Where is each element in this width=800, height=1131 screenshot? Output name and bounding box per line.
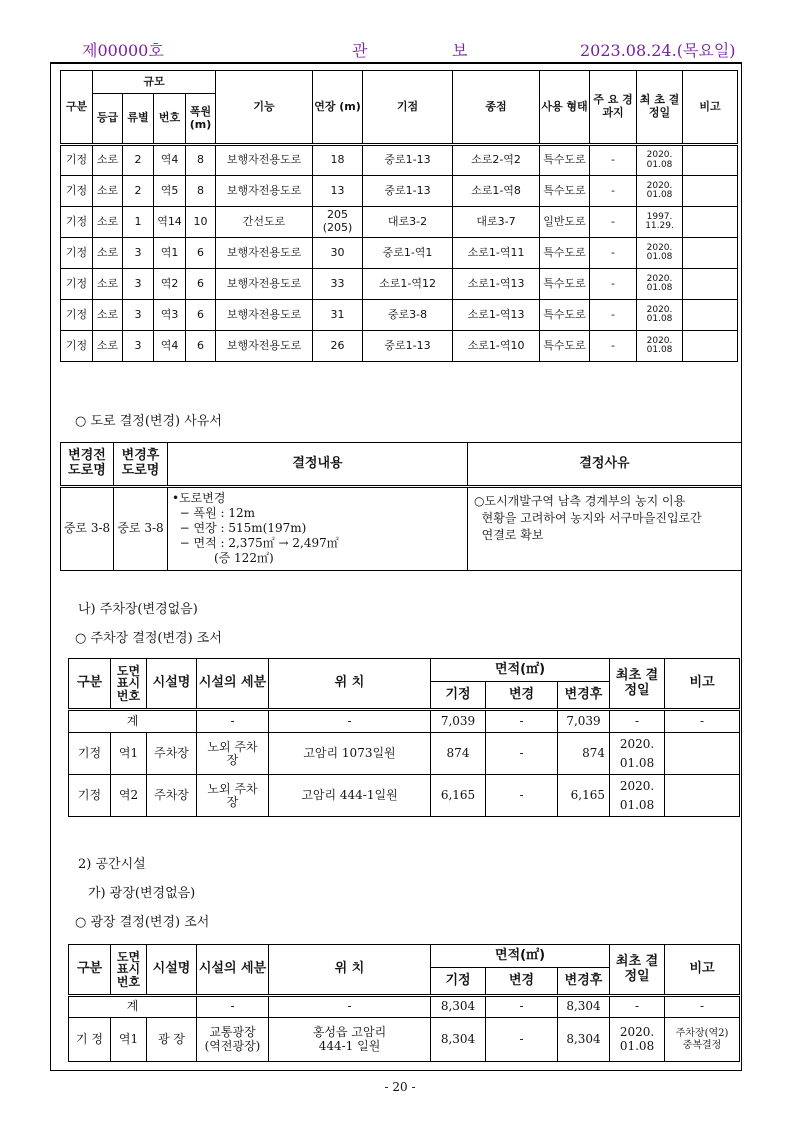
- road-row: [61, 300, 738, 331]
- total-detail: -: [197, 710, 269, 733]
- first-date-year: 2020.: [646, 335, 673, 346]
- road-cell-first-date: [637, 207, 683, 238]
- p-col-gubun: 구분: [69, 659, 111, 710]
- first-date-day: 01.08: [646, 314, 673, 324]
- road-cell-type: 1: [123, 207, 154, 238]
- parking-note: [665, 775, 740, 817]
- parking-change: -: [486, 733, 558, 775]
- parking-first-year: 2020.: [619, 778, 655, 793]
- first-date-year: 2020.: [646, 242, 673, 253]
- col-end: 종점: [453, 71, 540, 145]
- col-note: 비고: [683, 71, 738, 145]
- col-after: 변경후 도로명: [114, 443, 168, 487]
- col-start: 기점: [363, 71, 453, 145]
- col-gubun: 구분: [61, 71, 93, 145]
- p-col-loc: 위 치: [269, 659, 431, 710]
- road-cell-note: [683, 176, 738, 207]
- road-cell-via: -: [590, 269, 637, 300]
- road-cell-width: 8: [186, 145, 216, 176]
- road-cell-function: 보행자전용도로: [216, 331, 313, 362]
- road-cell-gubun: 기정: [61, 300, 93, 331]
- length-value: 18: [330, 153, 345, 167]
- content-line: − 연장 : 515m(197m): [172, 521, 307, 535]
- road-cell-width: 10: [186, 207, 216, 238]
- p-col-map: 도면 표시 번호: [111, 659, 147, 710]
- road-cell-number: 역14: [154, 207, 186, 238]
- total-first: -: [610, 710, 665, 733]
- road-table: [60, 70, 738, 362]
- p-col-area: 면적(㎡): [431, 659, 610, 682]
- total-after: 7,039: [558, 710, 610, 733]
- road-cell-first-date: [637, 238, 683, 269]
- col-function: 기능: [216, 71, 313, 145]
- road-cell-end: 소로1-역8: [453, 176, 540, 207]
- road-cell-grade: 소로: [93, 176, 123, 207]
- road-cell-usage: 특수도로: [540, 269, 590, 300]
- road-row: [61, 145, 738, 176]
- q-col-after: 변경후: [558, 968, 610, 996]
- road-cell-type: 2: [123, 176, 154, 207]
- road-cell-number: 역3: [154, 300, 186, 331]
- col-before: 변경전 도로명: [61, 443, 114, 487]
- parking-map: 역2: [111, 775, 147, 817]
- parking-note: [665, 733, 740, 775]
- parking-first: [610, 775, 665, 817]
- parking-total-row: [69, 710, 740, 733]
- road-cell-start: 대로3-2: [363, 207, 453, 238]
- length-value: 30: [330, 245, 345, 259]
- road-cell-grade: 소로: [93, 207, 123, 238]
- plaza-loc: [269, 1018, 431, 1062]
- col-usage: 사용 형태: [540, 71, 590, 145]
- plaza-after: 8,304: [558, 1018, 610, 1062]
- col-length: 연장 (m): [313, 71, 363, 145]
- first-date-year: 2020.: [646, 273, 673, 284]
- road-cell-end: 소로1-역11: [453, 238, 540, 269]
- parking-gubun: 기정: [69, 733, 111, 775]
- road-cell-type: 3: [123, 300, 154, 331]
- road-cell-gubun: 기정: [61, 331, 93, 362]
- content-line: − 폭원 : 12m: [172, 506, 256, 520]
- road-cell-via: -: [590, 176, 637, 207]
- road-cell-grade: 소로: [93, 300, 123, 331]
- parking-after: 6,165: [558, 775, 610, 817]
- road-cell-length: [313, 238, 363, 269]
- parking-row: [69, 733, 740, 775]
- reason-line: 현황을 고려하여 농지와 서구마을진입로간: [474, 511, 702, 525]
- content-line: •도로변경: [172, 491, 226, 505]
- road-cell-function: 보행자전용도로: [216, 145, 313, 176]
- col-type: 류별: [123, 94, 154, 145]
- content-line: (증 122㎡): [172, 551, 274, 565]
- content-line: − 면적 : 2,375㎡ → 2,497㎡: [172, 536, 339, 550]
- parking-after: 874: [558, 733, 610, 775]
- road-cell-length: [313, 331, 363, 362]
- plaza-existing: 8,304: [431, 1018, 486, 1062]
- road-cell-length: [313, 269, 363, 300]
- road-cell-first-date: [637, 176, 683, 207]
- plaza-subheading: 가) 광장(변경없음): [88, 886, 196, 901]
- total-loc: -: [269, 710, 431, 733]
- road-cell-type: 3: [123, 269, 154, 300]
- parking-detail: 노외 주차장: [197, 733, 269, 775]
- reason-table: [60, 442, 742, 571]
- p-col-existing: 기정: [431, 682, 486, 710]
- q-col-name: 시설명: [147, 945, 197, 996]
- road-row: [61, 269, 738, 300]
- road-cell-note: [683, 269, 738, 300]
- road-cell-usage: 특수도로: [540, 145, 590, 176]
- q-col-loc: 위 치: [269, 945, 431, 996]
- plaza-total-after: 8,304: [558, 996, 610, 1018]
- parking-subheading: 나) 주차장(변경없음): [78, 602, 198, 617]
- q-col-area: 면적(㎡): [431, 945, 610, 968]
- parking-detail: 노외 주차장: [197, 775, 269, 817]
- parking-existing: 6,165: [431, 775, 486, 817]
- plaza-loc-a: 홍성읍 고암리: [312, 1024, 387, 1039]
- road-cell-gubun: 기정: [61, 207, 93, 238]
- road-cell-function: 보행자전용도로: [216, 300, 313, 331]
- plaza-gubun: 기 정: [69, 1018, 111, 1062]
- parking-gubun: 기정: [69, 775, 111, 817]
- p-col-note: 비고: [665, 659, 740, 710]
- parking-loc: 고암리 1073일원: [269, 733, 431, 775]
- plaza-detail: [197, 1018, 269, 1062]
- plaza-loc-b: 444-1 일원: [318, 1038, 381, 1053]
- road-cell-note: [683, 207, 738, 238]
- parking-existing: 874: [431, 733, 486, 775]
- plaza-total-label: 계: [69, 996, 197, 1018]
- road-cell-width: 6: [186, 300, 216, 331]
- plaza-note-a: 주차장(역2): [675, 1028, 729, 1039]
- decision-content: [168, 487, 468, 571]
- road-cell-start: 소로1-역12: [363, 269, 453, 300]
- gazette-title-a: 관: [352, 41, 368, 60]
- road-cell-grade: 소로: [93, 145, 123, 176]
- road-cell-length: [313, 300, 363, 331]
- parking-title: ○ 주차장 결정(변경) 조서: [75, 631, 222, 646]
- length-value: 31: [330, 307, 345, 321]
- road-cell-usage: 특수도로: [540, 300, 590, 331]
- road-cell-first-date: [637, 269, 683, 300]
- road-cell-via: -: [590, 238, 637, 269]
- before-road: 중로 3-8: [61, 487, 114, 571]
- length-value: 33: [330, 276, 345, 290]
- p-col-first: 최초 결정일: [610, 659, 665, 710]
- plaza-total-existing: 8,304: [431, 996, 486, 1018]
- first-date-day: 01.08: [646, 190, 673, 200]
- q-col-detail: 시설의 세분: [197, 945, 269, 996]
- road-cell-grade: 소로: [93, 238, 123, 269]
- road-cell-function: 보행자전용도로: [216, 176, 313, 207]
- road-cell-length: [313, 176, 363, 207]
- plaza-change: -: [486, 1018, 558, 1062]
- plaza-total-first: -: [610, 996, 665, 1018]
- col-width: 폭원 (m): [186, 94, 216, 145]
- plaza-total-row: [69, 996, 740, 1018]
- q-col-change: 변경: [486, 968, 558, 996]
- road-cell-start: 중로1-역1: [363, 238, 453, 269]
- road-cell-grade: 소로: [93, 269, 123, 300]
- plaza-total-loc: -: [269, 996, 431, 1018]
- p-col-name: 시설명: [147, 659, 197, 710]
- parking-table: [68, 658, 740, 817]
- plaza-title: ○ 광장 결정(변경) 조서: [75, 915, 210, 930]
- reason-line: 연결로 확보: [474, 528, 544, 542]
- road-cell-number: 역4: [154, 145, 186, 176]
- plaza-note-b: 중복결정: [682, 1039, 722, 1051]
- road-cell-gubun: 기정: [61, 238, 93, 269]
- q-col-gubun: 구분: [69, 945, 111, 996]
- col-content: 결정내용: [168, 443, 468, 487]
- length-prev: (205): [322, 221, 353, 234]
- plaza-total-note: -: [665, 996, 740, 1018]
- road-cell-number: 역5: [154, 176, 186, 207]
- road-cell-function: 보행자전용도로: [216, 269, 313, 300]
- col-reason: 결정사유: [468, 443, 742, 487]
- p-col-after: 변경후: [558, 682, 610, 710]
- road-cell-first-date: [637, 331, 683, 362]
- road-row: [61, 207, 738, 238]
- length-value: 205: [327, 208, 349, 222]
- road-row: [61, 176, 738, 207]
- plaza-map: 역1: [111, 1018, 147, 1062]
- p-col-detail: 시설의 세분: [197, 659, 269, 710]
- road-cell-via: -: [590, 331, 637, 362]
- after-road: 중로 3-8: [114, 487, 168, 571]
- plaza-detail-b: (역전광장): [204, 1038, 261, 1053]
- road-cell-gubun: 기정: [61, 145, 93, 176]
- first-date-day: 01.08: [646, 159, 673, 170]
- parking-first-year: 2020.: [619, 736, 655, 751]
- road-cell-type: 3: [123, 331, 154, 362]
- parking-map: 역1: [111, 733, 147, 775]
- first-date-day: 01.08: [646, 252, 673, 262]
- decision-reason: [468, 487, 742, 571]
- road-cell-note: [683, 331, 738, 362]
- road-cell-function: 간선도로: [216, 207, 313, 238]
- road-cell-via: -: [590, 300, 637, 331]
- road-cell-number: 역4: [154, 331, 186, 362]
- road-cell-type: 2: [123, 145, 154, 176]
- road-cell-note: [683, 145, 738, 176]
- plaza-first: [610, 1018, 665, 1062]
- plaza-detail-a: 교통광장: [209, 1024, 256, 1039]
- road-cell-usage: 일반도로: [540, 207, 590, 238]
- plaza-first-b: 01.08: [619, 1038, 655, 1053]
- total-note: -: [665, 710, 740, 733]
- length-value: 26: [330, 338, 345, 352]
- road-cell-note: [683, 238, 738, 269]
- road-cell-start: 중로1-13: [363, 331, 453, 362]
- col-grade: 등급: [93, 94, 123, 145]
- road-cell-usage: 특수도로: [540, 238, 590, 269]
- parking-change: -: [486, 775, 558, 817]
- first-date-day: 01.08: [646, 345, 673, 355]
- issue-date: 2023.08.24.(목요일): [580, 41, 736, 60]
- road-cell-function: 보행자전용도로: [216, 238, 313, 269]
- road-cell-length: [313, 145, 363, 176]
- q-col-note: 비고: [665, 945, 740, 996]
- reason-title: ○ 도로 결정(변경) 사유서: [75, 414, 222, 429]
- parking-row: [69, 775, 740, 817]
- q-col-existing: 기정: [431, 968, 486, 996]
- p-col-change: 변경: [486, 682, 558, 710]
- road-cell-first-date: [637, 145, 683, 176]
- col-number: 번호: [154, 94, 186, 145]
- parking-name: 주차장: [147, 775, 197, 817]
- road-cell-gubun: 기정: [61, 269, 93, 300]
- first-date-year: 2020.: [646, 304, 673, 315]
- total-change: -: [486, 710, 558, 733]
- road-cell-width: 6: [186, 331, 216, 362]
- plaza-note: [665, 1018, 740, 1062]
- space-facilities-heading: 2) 공간시설: [78, 857, 146, 872]
- road-cell-end: 소로1-역10: [453, 331, 540, 362]
- gazette-title-b: 보: [452, 41, 468, 60]
- road-row: [61, 331, 738, 362]
- road-cell-width: 6: [186, 238, 216, 269]
- total-existing: 7,039: [431, 710, 486, 733]
- plaza-name: 광 장: [147, 1018, 197, 1062]
- plaza-first-a: 2020.: [619, 1024, 655, 1039]
- plaza-total-detail: -: [197, 996, 269, 1018]
- first-date-year: 2020.: [646, 180, 673, 191]
- plaza-row: [69, 1018, 740, 1062]
- road-cell-number: 역1: [154, 238, 186, 269]
- parking-first: [610, 733, 665, 775]
- road-cell-end: 소로1-역13: [453, 300, 540, 331]
- first-date-year: 1997.: [646, 211, 673, 222]
- issue-number: 제00000호: [82, 41, 164, 60]
- road-cell-width: 6: [186, 269, 216, 300]
- first-date-year: 2020.: [646, 150, 673, 161]
- road-cell-end: 소로1-역13: [453, 269, 540, 300]
- page-number: - 20 -: [384, 1080, 416, 1094]
- first-date-day: 11.29.: [645, 221, 674, 231]
- first-date-day: 01.08: [646, 283, 673, 293]
- plaza-table: [68, 944, 740, 1062]
- road-cell-note: [683, 300, 738, 331]
- road-cell-width: 8: [186, 176, 216, 207]
- road-cell-first-date: [637, 300, 683, 331]
- road-cell-gubun: 기정: [61, 176, 93, 207]
- road-cell-usage: 특수도로: [540, 331, 590, 362]
- road-row: [61, 238, 738, 269]
- parking-first-day: 01.08: [619, 755, 655, 770]
- road-cell-end: 대로3-7: [453, 207, 540, 238]
- q-col-first: 최초 결정일: [610, 945, 665, 996]
- road-cell-grade: 소로: [93, 331, 123, 362]
- road-cell-length: [313, 207, 363, 238]
- col-scale: 규모: [93, 71, 216, 94]
- page-header: [0, 38, 800, 64]
- plaza-total-change: -: [486, 996, 558, 1018]
- road-cell-usage: 특수도로: [540, 176, 590, 207]
- reason-line: ○도시개발구역 남측 경계부의 농지 이용: [474, 494, 686, 508]
- road-cell-start: 중로1-13: [363, 145, 453, 176]
- road-cell-end: 소로2-역2: [453, 145, 540, 176]
- road-cell-type: 3: [123, 238, 154, 269]
- road-cell-start: 중로3-8: [363, 300, 453, 331]
- road-cell-via: -: [590, 145, 637, 176]
- q-col-map: 도면 표시 번호: [111, 945, 147, 996]
- col-via: 주 요 경과지: [590, 71, 637, 145]
- road-cell-start: 중로1-13: [363, 176, 453, 207]
- road-cell-number: 역2: [154, 269, 186, 300]
- parking-first-day: 01.08: [619, 797, 655, 812]
- length-value: 13: [330, 183, 345, 197]
- parking-name: 주차장: [147, 733, 197, 775]
- total-label: 계: [69, 710, 197, 733]
- col-first-date: 최 초 결정일: [637, 71, 683, 145]
- parking-loc: 고암리 444-1일원: [269, 775, 431, 817]
- road-cell-via: -: [590, 207, 637, 238]
